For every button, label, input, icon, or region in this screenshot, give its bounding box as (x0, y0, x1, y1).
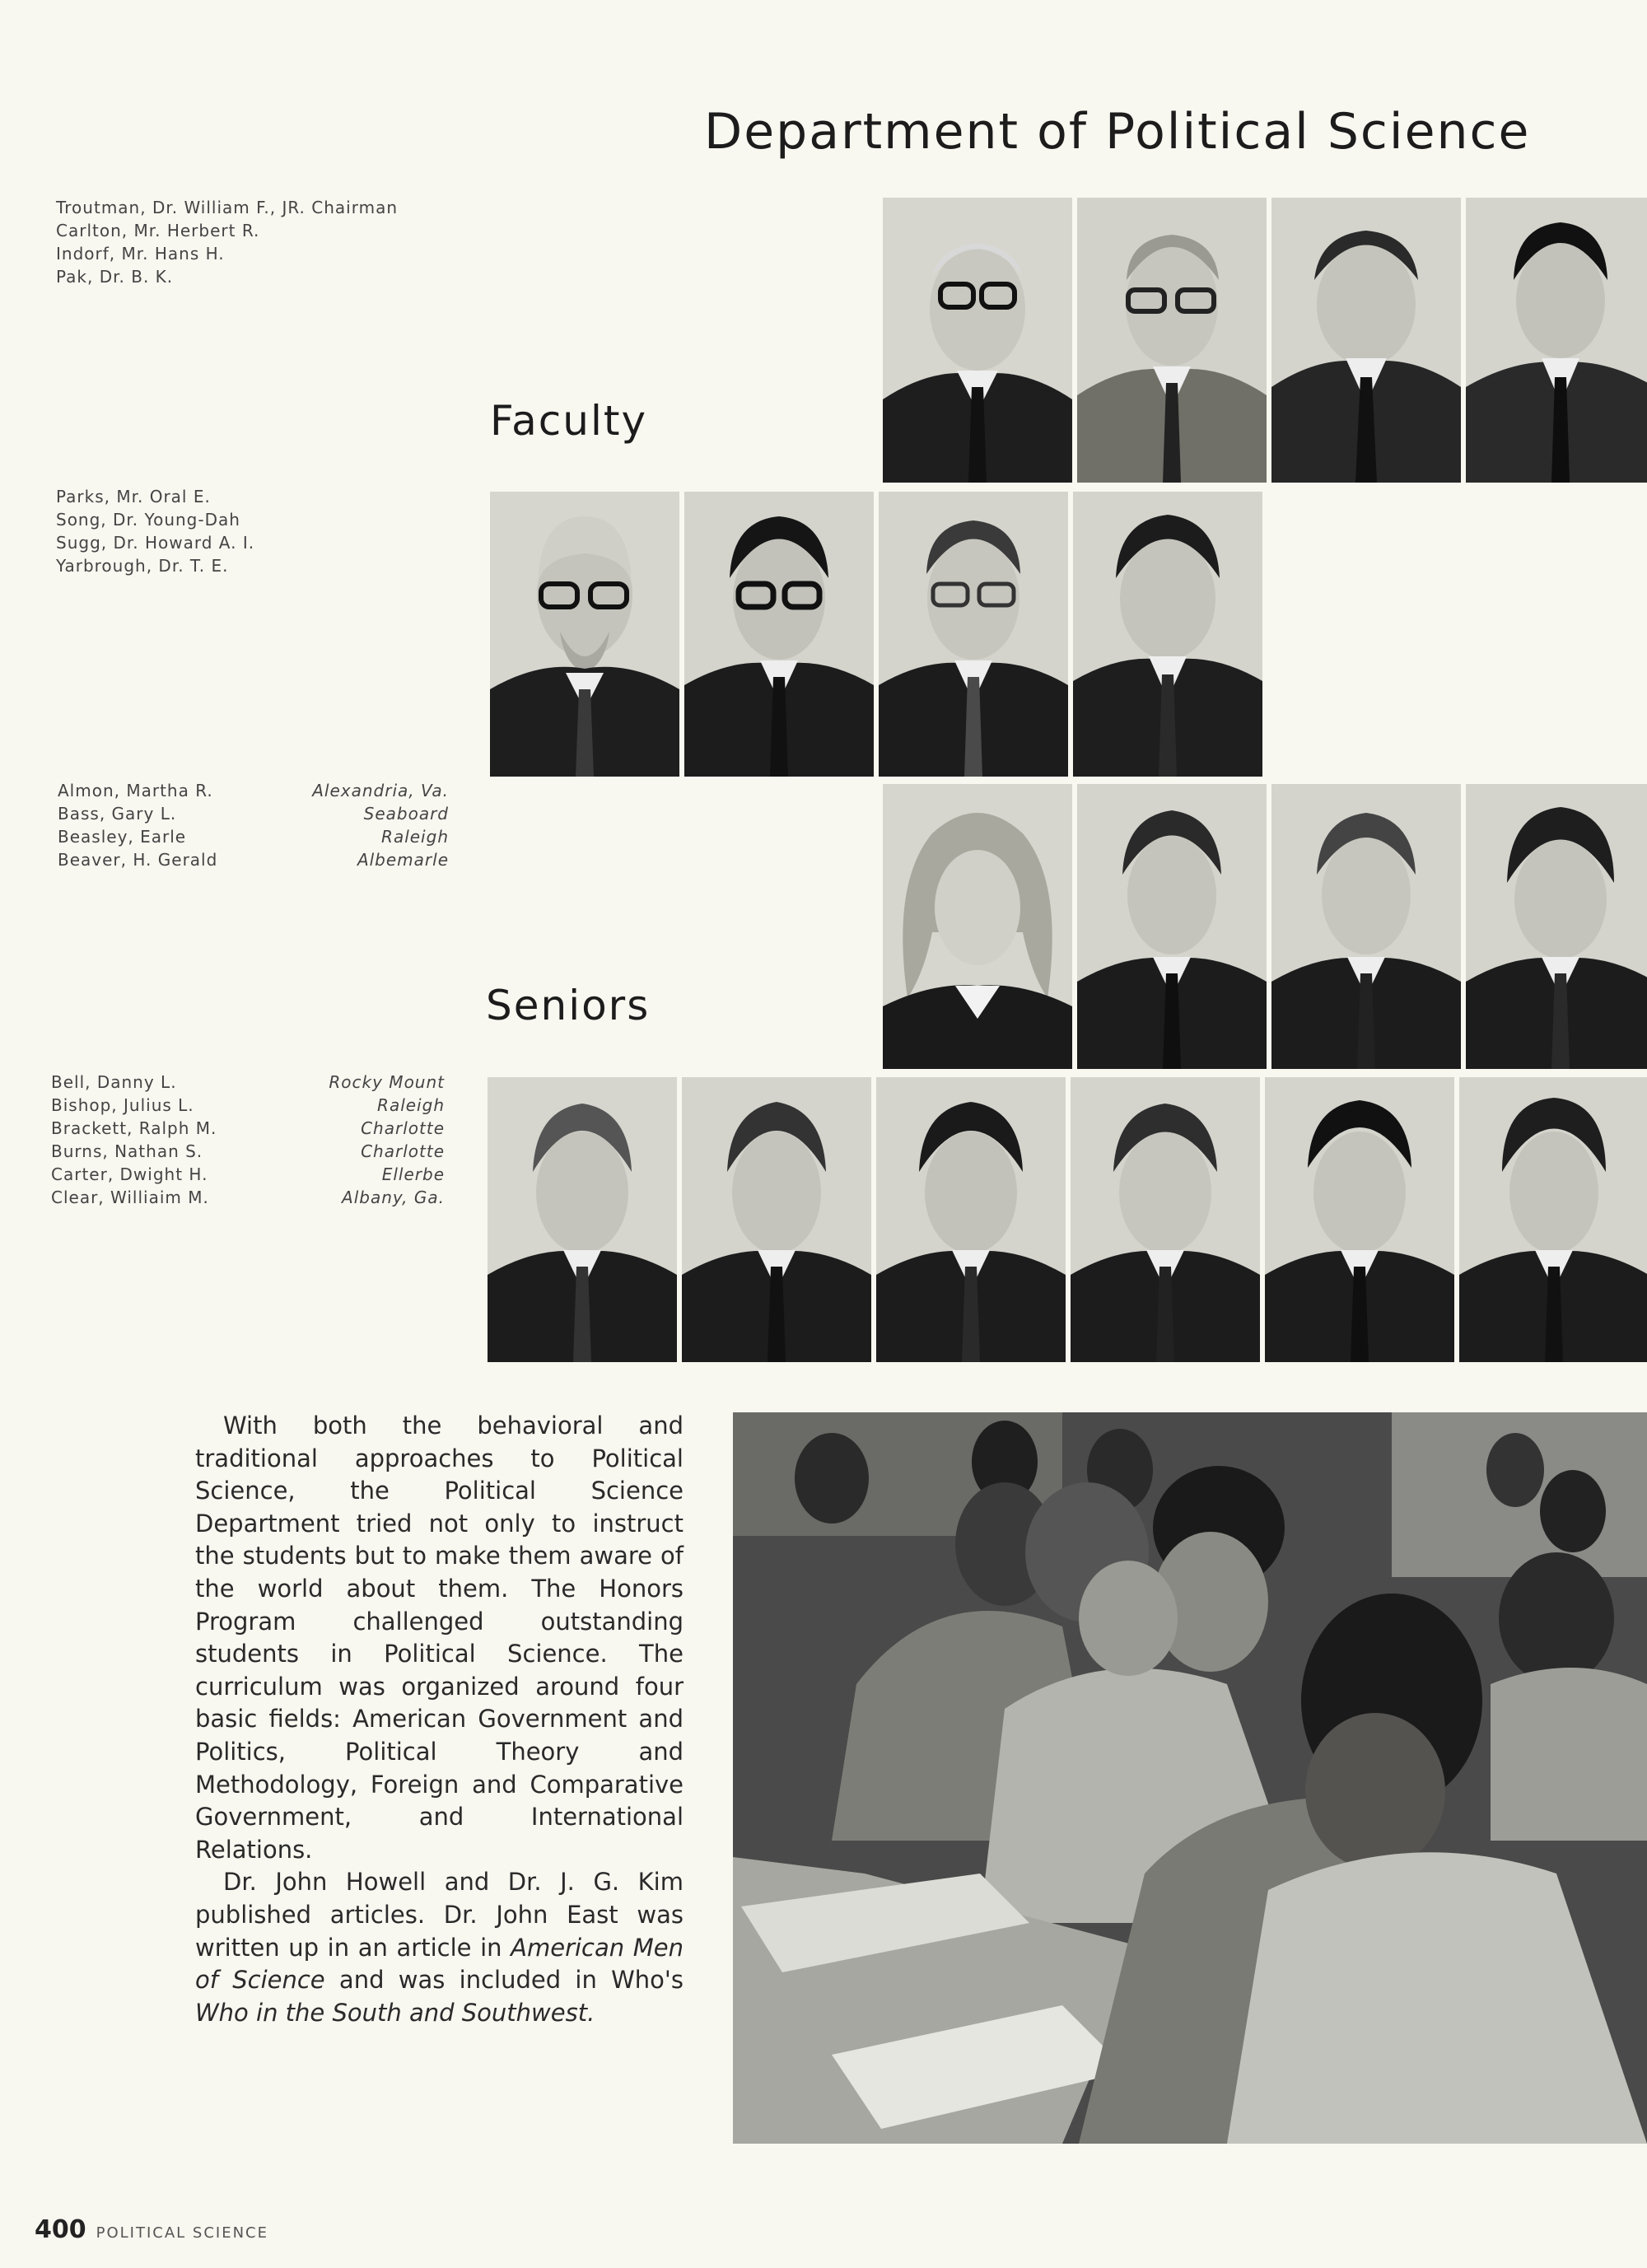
list-item: Raleigh (377, 1095, 445, 1115)
portrait-photo (883, 198, 1072, 483)
portrait-photo (488, 1077, 677, 1362)
portrait-photo (682, 1077, 871, 1362)
list-item: Beasley, Earle (58, 827, 187, 847)
faculty-photo-row-2 (490, 492, 1262, 777)
list-item: Song, Dr. Young-Dah (56, 510, 240, 530)
list-item: Yarbrough, Dr. T. E. (56, 556, 229, 576)
faculty-names-group-1 (56, 196, 398, 288)
list-item: Rocky Mount (329, 1072, 445, 1092)
list-item: Sugg, Dr. Howard A. I. (56, 533, 255, 553)
list-item: Beaver, H. Gerald (58, 850, 218, 870)
portrait-photo (1073, 492, 1262, 777)
paragraph: Dr. John Howell and Dr. J. G. Kim published articles. Dr. John East was written up in an article in American Men of Science and was included in Who's Who in the South and Southwest. (195, 1868, 684, 2027)
list-item: Carter, Dwight H. (51, 1164, 208, 1184)
list-item: Pak, Dr. B. K. (56, 267, 174, 287)
list-item: Ellerbe (381, 1164, 445, 1184)
portrait-photo (1459, 1077, 1647, 1362)
list-item: Almon, Martha R. (58, 781, 213, 800)
list-item: Brackett, Ralph M. (51, 1118, 217, 1138)
list-item: Carlton, Mr. Herbert R. (56, 221, 260, 240)
seniors-heading: Seniors (486, 982, 651, 1029)
senior-photo-row-1 (883, 784, 1647, 1069)
portrait-photo (1077, 198, 1267, 483)
page-title: Department of Political Science (704, 103, 1531, 161)
list-item: Bishop, Julius L. (51, 1095, 194, 1115)
portrait-photo (1077, 784, 1267, 1069)
list-item: Indorf, Mr. Hans H. (56, 244, 225, 264)
list-item: Clear, Williaim M. (51, 1188, 209, 1207)
list-item: Albemarle (357, 850, 449, 870)
list-item: Bass, Gary L. (58, 804, 177, 824)
portrait-photo (1265, 1077, 1454, 1362)
portrait-photo (490, 492, 679, 777)
portrait-photo (876, 1077, 1066, 1362)
senior-towns-group-1 (280, 779, 449, 871)
list-item: Charlotte (361, 1141, 445, 1161)
faculty-names-group-2 (56, 485, 254, 577)
list-item: Burns, Nathan S. (51, 1141, 203, 1161)
list-item: Raleigh (381, 827, 449, 847)
page-footer (35, 2215, 268, 2244)
list-item: Albany, Ga. (342, 1188, 445, 1207)
list-item: Alexandria, Va. (312, 781, 449, 800)
portrait-photo (1466, 784, 1647, 1069)
page-number: 400 (35, 2215, 86, 2244)
paragraph: With both the behavioral and traditional approaches to Political Science, the Political Science Department tried not only to instruct the students but to make them aware of the world about them. The Honors Program challenged outstanding students in Political Science. The curriculum was organized around four basic fields: American Government and Politics, Political Theory and Methodology, Foreign and Comparative Government, and International Relations. (195, 1412, 684, 1864)
portrait-photo (684, 492, 874, 777)
classroom-photo (733, 1412, 1647, 2144)
senior-towns-group-2 (280, 1071, 445, 1209)
portrait-photo (1071, 1077, 1260, 1362)
article-text (195, 1410, 684, 2029)
senior-names-group-2 (51, 1071, 217, 1209)
portrait-photo (1271, 784, 1461, 1069)
list-item: Seaboard (363, 804, 449, 824)
portrait-photo (1466, 198, 1647, 483)
list-item: Bell, Danny L. (51, 1072, 177, 1092)
portrait-photo (883, 784, 1072, 1069)
portrait-photo (879, 492, 1068, 777)
list-item: Troutman, Dr. William F., JR. Chairman (56, 198, 399, 217)
section-name: POLITICAL SCIENCE (96, 2224, 269, 2242)
faculty-photo-row-1 (883, 198, 1647, 483)
senior-photo-row-2 (488, 1077, 1647, 1362)
portrait-photo (1271, 198, 1461, 483)
faculty-heading: Faculty (490, 397, 648, 445)
list-item: Charlotte (361, 1118, 445, 1138)
senior-names-group-1 (58, 779, 217, 871)
list-item: Parks, Mr. Oral E. (56, 487, 211, 506)
